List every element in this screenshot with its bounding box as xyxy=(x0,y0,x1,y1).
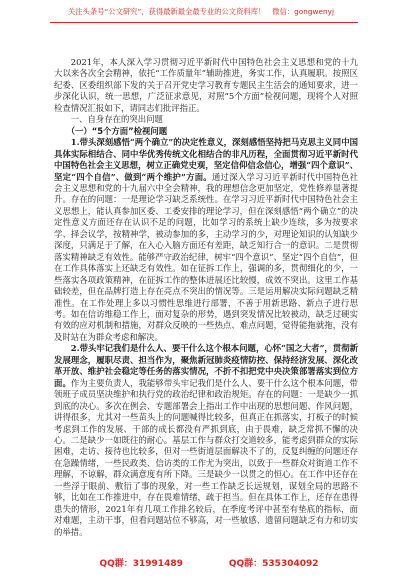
item-paragraph-2 xyxy=(54,343,358,538)
header-wechat: 微信：gongwenyj xyxy=(272,7,334,16)
footer-qq-group-2: QQ群：535304092 xyxy=(228,559,319,569)
subsection-heading: （一）“5个方面”检视问题 xyxy=(66,125,168,136)
item-1-lead: 1.带头深刻感悟“两个确立”的决定性意义，深刻感悟坚持把马克思主义同中国具体实际相结合、同中华优秀传统文化相结合的非凡历程，全面贯彻习近平新时代中国特色社会主义思想，树立正确党史观，坚定信仰信念信心，增强“四个意识”、坚定“四个自信”、做到“两个维护”方面。 xyxy=(54,137,358,182)
footer-qq-group-1: QQ群：31991489 xyxy=(99,559,183,569)
item-paragraph-1 xyxy=(54,137,358,343)
item-1-body: 通过深入学习习近平新时代中国特色社会主义思想和党的十九届六中全会精神，我的理想信念更加坚定，党性修养显著提升。存在的问题：一是理论学习缺乏系统性。在学习习近平新时代中国特色社会主义思想上，能认真参加区委、工委安排的理论学习，但在深刻感悟“两个确立”的决定性意义方面还存在认识不足的问题，比如学习的系统上缺少连续，多为按要求学、择会议学，按精神学，被动参加的多，主动学习的少，对理论知识的认知缺少深度，只满足于了解，在入心入脑方面还有差距，缺乏知行合一的意识。二是贯彻落实精神缺乏有效性。能够严守政治纪律，树牢“四个意识”、坚定“四个自信”，但在工作具体落实上还缺乏有效性。如在征拆工作上，强调的多，贯彻细化的少，一些落实各项政策精神，在征拆工作的整体进展还比较慢，成效不突出。这里工作基础较差，但在品牌打造上存在亮点不突出的情况等。三是运用解决实际问题缺乏精准性。在工作处理上多以习惯性思维进行部署，不善于用新思路、新点子进行思考。如在信访维稳工作上，面对复杂的形势，遇到突发情况比较被动，缺乏过硬实有效的应对机制和措施，对群众反映的一些热点、难点问题，觉得能拖就拖，没有及时站在为群众考虑和解决。 xyxy=(54,171,358,342)
item-2-body: 作为主要负责人，我能够带头牢记我们是什么人、要干什么这个根本问题，带领班子成员坚决维护和执行党的政治纪律和政治规矩。存在的问题：一是缺少一抓到底的决心。多次在例会、专题部署会上指出工作中出现的思想问题、作风问题，讲得很多，尤其对一些苗头上的问题喊得比较多，但真正在抓落实，打板子的时候考虑到工作的发展、干部的成长都没有严抓到底，由于畏难，缺乏常抓不懈的决心。二是缺少一如既往的耐心。基层工作与群众打交道较多，能考虑到群众的实际困难，走访、接待也比较多，但对一些街道层面解决不了的，反复纠缠的问题还存在急躁情绪，一些民政类、信访类的工作尤为突出，以致于一些群众对街道工作不理解，不谅解，群众满意度有所下降。三是缺少一以贯之的恒心。在工作中还存在一些浮于眼前、敷衍了事的现象，对一些工作缺乏长远规划，谋划全局的思路不够，比如在工作推进中，存在畏难情绪，疏于担当。但在具体工作上，还存在患得患失的情形，2021年有几项工作排名较后，在季度考评中甚至有垫底的指标，面对难题，主动干事，但看问题站位不够高，对一些敏感、遗留问题缺乏有力和切实的举措。 xyxy=(54,377,358,537)
document-body xyxy=(54,57,358,551)
item-2-lead: 2.带头牢记我们是什么人、要干什么这个根本问题，心怀“国之大者”，贯彻新发展理念，履职尽责、担当作为，聚焦新冠肺炎疫情防控、保持经济发展、深化改革开放、维护社会稳定等任务的落实情况，不折不扣把党中央决策部署落实到位方面。 xyxy=(54,343,358,388)
section-heading: 一、自身存在的突出问题 xyxy=(70,114,163,125)
header-notice: 关注头条号“公文研究”，获得最新最全最专业的公文资料库！ xyxy=(68,7,266,16)
page-footer xyxy=(10,558,408,570)
header-divider xyxy=(50,22,358,23)
intro-paragraph: 2021年，本人深入学习贯彻习近平新时代中国特色社会主义思想和党的十九大以来各次全会精神，依托“工作质量年”辅助推进，务实工作，认真履职。按照区纪委、区委组织部下发的关于召开党史学习教育专题民主生活会的通知要求，进一步深化认识，统一思想，广泛征求意见，对照“5个方面”检视问题，现将个人对照检查情况汇报如下，请同志们批评指正。 xyxy=(54,57,358,113)
page-header xyxy=(0,7,402,17)
